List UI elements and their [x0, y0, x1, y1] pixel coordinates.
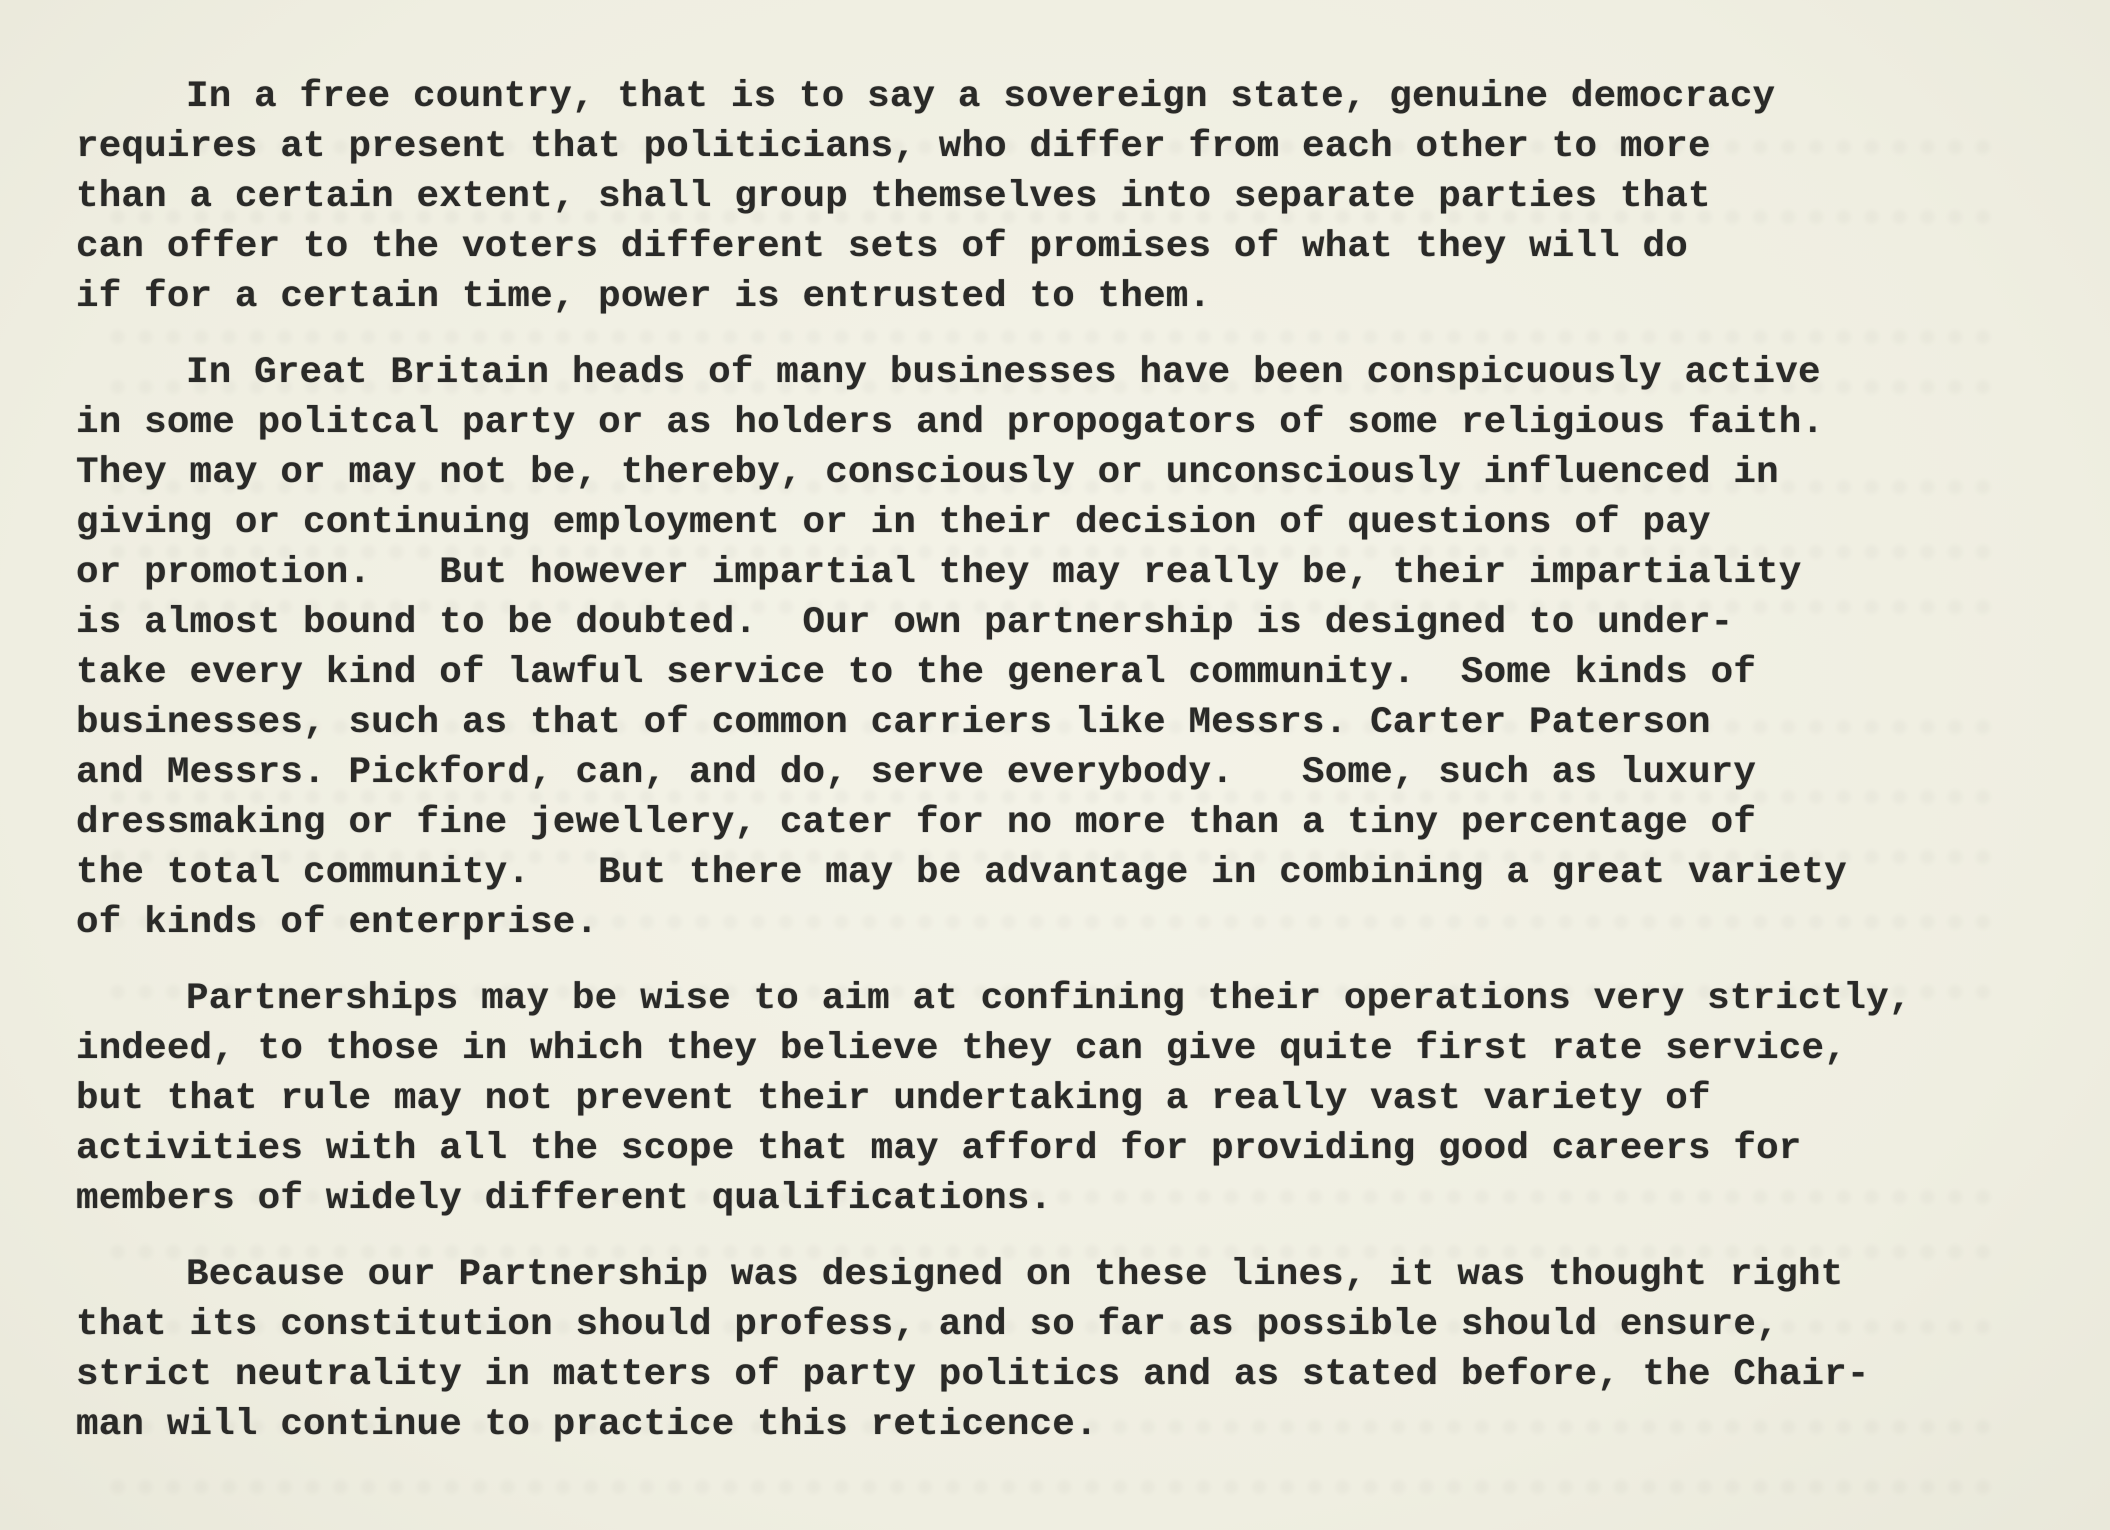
text-line: businesses, such as that of common carriers like Messrs. Carter Paterson — [76, 702, 1711, 744]
text-line: can offer to the voters different sets of promises of what they will do — [76, 226, 1688, 268]
text-line: indeed, to those in which they believe they can give quite first rate service, — [76, 1028, 1847, 1070]
text-line: but that rule may not prevent their undertaking a really vast variety of — [76, 1078, 1711, 1120]
text-line: Partnerships may be wise to aim at confining their operations very strictly, — [186, 978, 1912, 1020]
text-line: In a free country, that is to say a sovereign state, genuine democracy — [186, 76, 1776, 118]
text-line: man will continue to practice this reticence. — [76, 1404, 1098, 1446]
text-line: requires at present that politicians, who differ from each other to more — [76, 126, 1711, 168]
text-line: that its constitution should profess, and so far as possible should ensure, — [76, 1304, 1779, 1346]
text-line: in some politcal party or as holders and propogators of some religious faith. — [76, 402, 1825, 444]
text-line: In Great Britain heads of many businesses have been conspicuously active — [186, 352, 1821, 394]
document-body — [76, 72, 2066, 1476]
text-line: or promotion. But however impartial they may really be, their impartiality — [76, 552, 1802, 594]
text-line: giving or continuing employment or in their decision of questions of pay — [76, 502, 1711, 544]
text-line: than a certain extent, shall group themselves into separate parties that — [76, 176, 1711, 218]
text-line: dressmaking or fine jewellery, cater for no more than a tiny percentage of — [76, 802, 1757, 844]
paragraph-partnerships — [76, 974, 2066, 1224]
text-line: strict neutrality in matters of party politics and as stated before, the Chair- — [76, 1354, 1870, 1396]
text-line: activities with all the scope that may afford for providing good careers for — [76, 1128, 1802, 1170]
paragraph-neutrality — [76, 1250, 2066, 1450]
text-line: if for a certain time, power is entrusted to them. — [76, 276, 1212, 318]
paragraph-democracy — [76, 72, 2066, 322]
paragraph-business-heads — [76, 348, 2066, 948]
text-line: Because our Partnership was designed on these lines, it was thought right — [186, 1254, 1844, 1296]
text-line: the total community. But there may be advantage in combining a great variety — [76, 852, 1847, 894]
text-line: and Messrs. Pickford, can, and do, serve everybody. Some, such as luxury — [76, 752, 1757, 794]
text-line: members of widely different qualifications. — [76, 1178, 1053, 1220]
text-line: take every kind of lawful service to the general community. Some kinds of — [76, 652, 1757, 694]
text-line: of kinds of enterprise. — [76, 902, 599, 944]
text-line: is almost bound to be doubted. Our own partnership is designed to under- — [76, 602, 1734, 644]
text-line: They may or may not be, thereby, consciously or unconsciously influenced in — [76, 452, 1779, 494]
